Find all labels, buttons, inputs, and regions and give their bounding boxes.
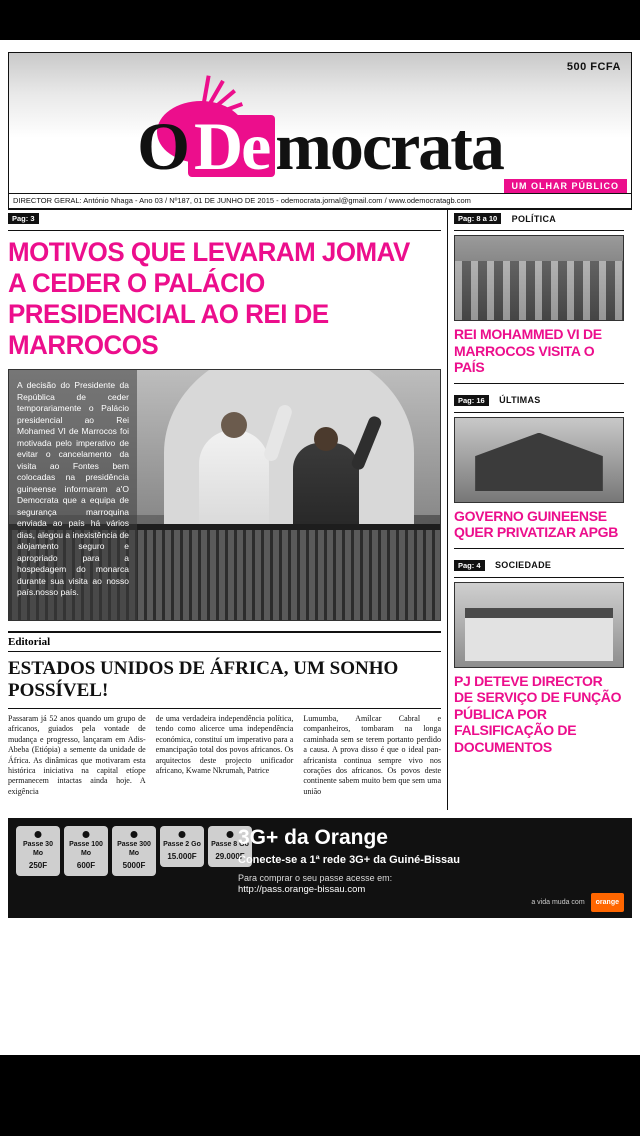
ad-tag-3-name: Passe 300 Mo xyxy=(117,841,151,857)
ad-footer-text: a vida muda com xyxy=(531,899,585,906)
ad-tag-2-price: 600F xyxy=(76,861,96,870)
masthead xyxy=(8,52,632,194)
side-section-label-1: POLÍTICA xyxy=(511,213,557,224)
side-pag-line-2 xyxy=(454,392,624,413)
ad-instruction: Para comprar o seu passe acesse em: xyxy=(238,873,393,883)
side-photo-building xyxy=(454,582,624,668)
editorial-text-2: de uma verdadeira independência política, tendo como alicerce uma independência económica, constituí um imperativo para a emancipação total dos povos africanos. Os arquitectos deste projecto unificador africano, Kwame Nkrumah, Patrice xyxy=(155,714,294,776)
editorial-column-3 xyxy=(303,714,441,803)
ad-copy xyxy=(238,826,624,895)
side-pag-tag-2: Pag: 16 xyxy=(454,395,489,406)
ad-title: 3G+ da Orange xyxy=(238,826,388,849)
ad-tag-2 xyxy=(64,826,108,876)
side-story-sociedade[interactable] xyxy=(454,557,624,756)
newspaper-page[interactable] xyxy=(0,40,640,1055)
figure-president-head xyxy=(314,427,338,451)
price-label: 500 FCFA xyxy=(566,61,621,73)
side-separator-2 xyxy=(454,548,624,549)
side-photo-traffic xyxy=(454,235,624,321)
ad-footer xyxy=(531,893,624,912)
ad-tag-1-name: Passe 30 Mo xyxy=(23,841,53,857)
title-part-de: De xyxy=(188,115,275,177)
title-part-1: O xyxy=(137,108,188,184)
side-story-politica[interactable] xyxy=(454,210,624,384)
ad-tag-2-name: Passe 100 Mo xyxy=(69,841,103,857)
title-part-2: mocrata xyxy=(275,108,503,184)
ad-tag-1-price: 250F xyxy=(28,861,48,870)
ad-subtitle: Conecte-se a 1ª rede 3G+ da Guiné-Bissau xyxy=(238,854,461,866)
side-headline-1[interactable]: REI MOHAMMED VI DE MARROCOS VISITA O PAÍS xyxy=(454,326,602,375)
side-pag-line-3 xyxy=(454,557,624,578)
side-pag-tag-1: Pag: 8 a 10 xyxy=(454,213,501,224)
editorial-column-1 xyxy=(8,714,146,803)
editorial-columns xyxy=(8,708,441,803)
ad-price-tags xyxy=(16,826,252,876)
side-headline-3[interactable]: PJ DETEVE DIRECTOR DE SERVIÇO DE FUNÇÃO PÚBLICA POR FALSIFICAÇÃO DE DOCUMENTOS xyxy=(454,672,622,755)
orange-logo-icon: orange xyxy=(591,893,624,912)
side-separator-1 xyxy=(454,383,624,384)
lead-headline[interactable]: MOTIVOS QUE LEVARAM JOMAV A CEDER O PALÁCIO PRESIDENCIAL AO REI DE MARROCOS xyxy=(8,237,410,360)
lead-pag-tag: Pag: 3 xyxy=(8,213,39,224)
masthead-title xyxy=(9,105,631,184)
masthead-byline: DIRECTOR GERAL: António Nhaga - Ano 03 / Nº187, 01 DE JUNHO DE 2015 - odemocrata.jornal@gmail.com / www.odemocratagb.com xyxy=(8,194,632,210)
editorial-label: Editorial xyxy=(8,631,441,652)
ad-tag-5-name: Passe 8 Go xyxy=(211,841,249,848)
side-pag-tag-3: Pag: 4 xyxy=(454,560,485,571)
editorial-text-1: Passaram já 52 anos quando um grupo de africanos, guiados pela vontade de mudança e progresso, lançaram em Adis-Abeba (Etiópia) a semente da unidade de África. As dinâmicas que motivaram esta histórica iniciativa na capital etíope permanecem intactas ainda hoje. A exigência xyxy=(8,714,146,796)
editorial-text-3: Lumumba, Amílcar Cabral e companheiros, tombaram na longa caminhada sem se terem portanto perdido a causa. A prova disso é que o ideal pan-africanista continua sempre vivo nos corações dos africanos. Os povos deste continente sabem muito bem que sem uma união xyxy=(303,714,442,796)
editorial-title[interactable]: ESTADOS UNIDOS DE ÁFRICA, UM SONHO POSSÍVEL! xyxy=(8,658,399,701)
ad-url-link[interactable]: http://pass.orange-bissau.com xyxy=(238,884,366,895)
figure-king-head xyxy=(221,412,247,438)
ad-tag-4 xyxy=(160,826,204,867)
lead-pag-line xyxy=(8,210,441,231)
ad-tag-1 xyxy=(16,826,60,876)
ad-tag-5-price: 29.000F xyxy=(215,852,245,861)
ad-tag-4-price: 15.000F xyxy=(167,852,197,861)
advertisement-banner[interactable] xyxy=(8,818,632,918)
masthead-tagline: UM OLHAR PÚBLICO xyxy=(504,179,628,193)
side-story-ultimas[interactable] xyxy=(454,392,624,549)
ad-tag-3-price: 5000F xyxy=(122,861,146,870)
ad-tag-3 xyxy=(112,826,156,876)
side-pag-line-1 xyxy=(454,210,624,231)
page-body xyxy=(8,210,632,810)
side-photo-warehouse xyxy=(454,417,624,503)
main-column xyxy=(8,210,448,810)
side-section-label-2: ÚLTIMAS xyxy=(499,395,541,406)
lead-photo-caption: A decisão do Presidente da República de ceder temporariamente o Palácio presidencial ao Rei Mohamed VI de Marrocos foi motivada pelo imperativo de evitar o cancelamento da visita ao Fontes bem colocadas na presidência guineense informaram a'O Democrata que a equipa de segurança marroquina enviada ao país há vários dias, alegou a inexistência de alojamento seguro e apropriado para a hospedagem do monarca durante sua visita ao nosso país.nosso país. xyxy=(9,370,137,620)
side-headline-2[interactable]: GOVERNO GUINEENSE QUER PRIVATIZAR APGB xyxy=(454,507,619,540)
editorial-column-2 xyxy=(156,714,294,803)
side-column xyxy=(448,210,624,810)
side-section-label-3: SOCIEDADE xyxy=(494,560,552,571)
ad-tag-4-name: Passe 2 Go xyxy=(163,841,201,848)
lead-photo xyxy=(8,369,441,621)
